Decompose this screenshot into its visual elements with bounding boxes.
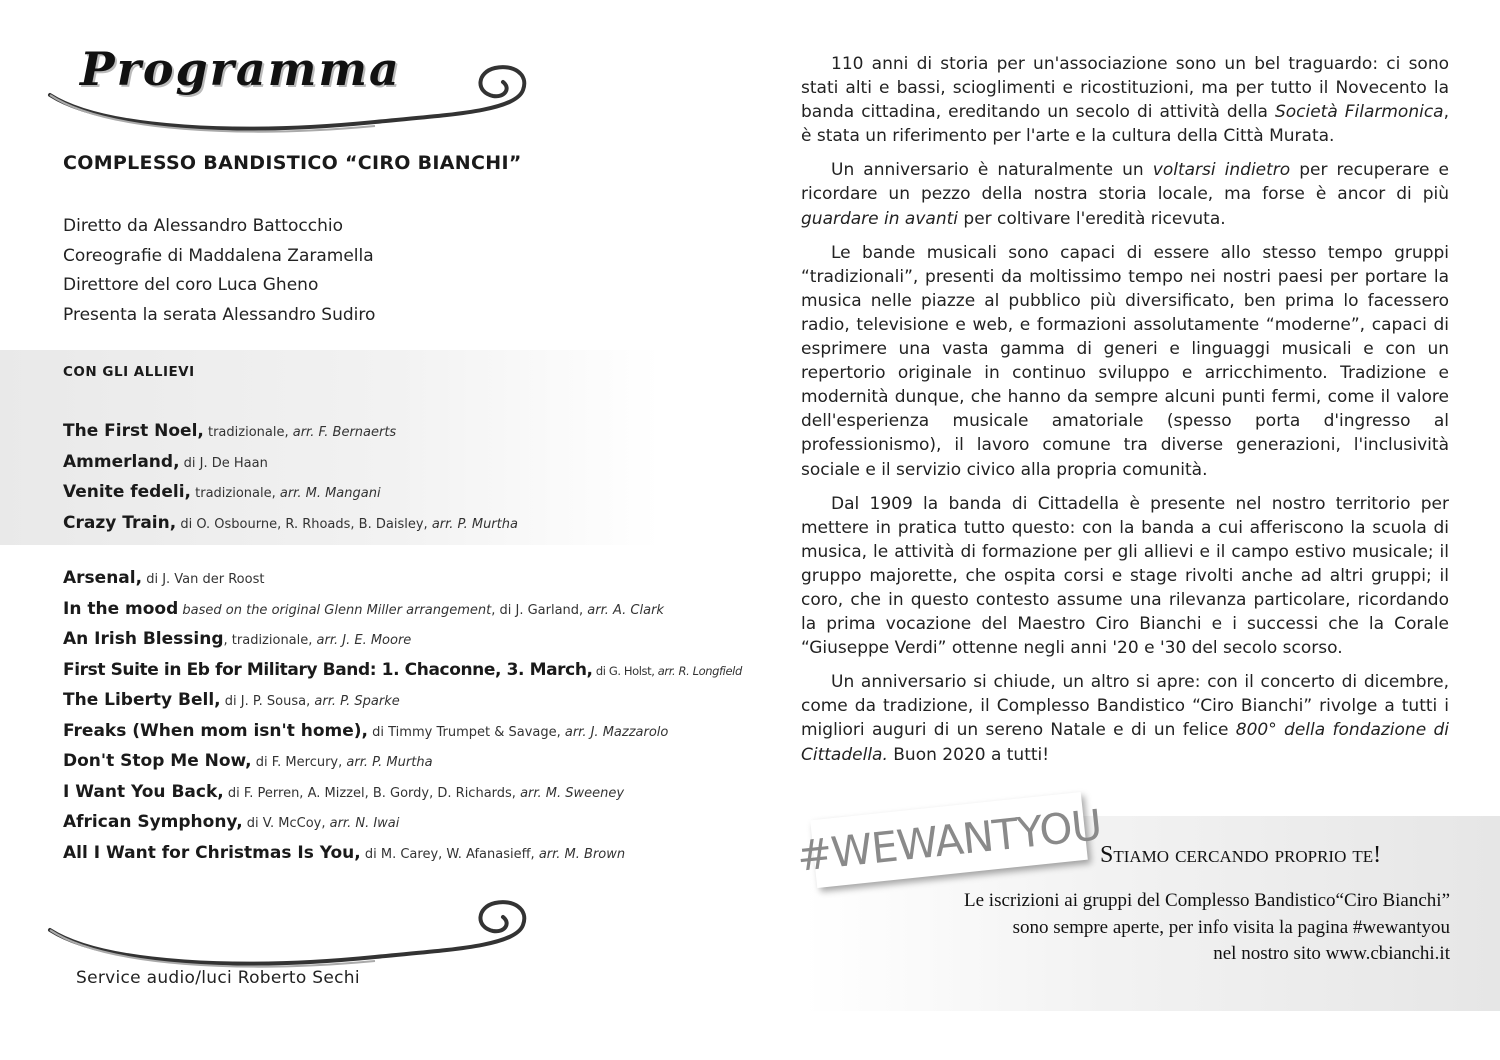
- piece-title: The Liberty Bell,: [63, 690, 221, 710]
- article-paragraph: Dal 1909 la banda di Cittadella è presente nel nostro territorio per mettere in pratica tutto questo: con la banda a cui afferiscono la scuola di musica, le attività di formazione per gli allievi e il campo estivo musicale; il gruppo majorette, che ospita corsi e stage rivolti anche ad altri gruppi; il coro, che in questo contesto assume una rilevanza particolare, ricordando la prima vocazione del Maestro Ciro Bianchi e i successi che la Corale “Giuseppe Verdi” ottenne negli anni '20 e '30 del secolo scorso.: [801, 493, 1449, 659]
- piece-composer: di J. Van der Roost: [142, 572, 265, 587]
- piece-title: Crazy Train,: [63, 512, 177, 533]
- piece-row: [63, 778, 742, 809]
- allievi-piece-list: [63, 417, 518, 539]
- piece-row: [63, 747, 742, 778]
- piece-row: [63, 656, 742, 687]
- piece-arranger: arr. R. Longfield: [657, 663, 742, 678]
- text-run: 110 anni di storia per un'associazione sono un bel traguardo: ci sono stati alti e bassi, scioglimenti e ricostituzioni, ma per tutto il Novecento la banda cittadina, ereditando un secolo di attività della: [801, 54, 1449, 123]
- piece-row: [63, 417, 518, 448]
- piece-arranger: arr. P. Murtha: [346, 755, 433, 770]
- text-emphasis: voltarsi indietro: [1152, 160, 1291, 181]
- piece-title: An Irish Blessing: [63, 629, 224, 649]
- piece-arranger: arr. N. Iwai: [329, 816, 400, 831]
- wewantyou-tag: #WEWANTYOU: [810, 792, 1088, 888]
- piece-composer: di M. Carey, W. Afanasieff,: [360, 846, 539, 862]
- piece-title: Arsenal,: [63, 568, 143, 588]
- text-run: Un anniversario è naturalmente un: [831, 160, 1153, 181]
- article-paragraph: [801, 52, 1449, 148]
- piece-arranger: arr. F. Bernaerts: [292, 425, 397, 440]
- piece-note: based on the original Glenn Miller arrangement: [178, 602, 492, 618]
- credit-line: Direttore del coro Luca Gheno: [63, 275, 319, 295]
- article-text: [801, 52, 1449, 777]
- bottom-swirl-ornament: [45, 895, 535, 975]
- piece-row: [63, 564, 742, 595]
- piece-row: [63, 717, 742, 748]
- recruitment-line: Le iscrizioni ai gruppi del Complesso Bandistico“Ciro Bianchi”: [964, 890, 1450, 911]
- piece-title: Venite fedeli,: [63, 482, 191, 502]
- piece-composer: di Timmy Trumpet & Savage,: [368, 724, 565, 740]
- piece-composer: tradizionale,: [203, 425, 293, 440]
- piece-title: I Want You Back,: [63, 781, 224, 802]
- text-emphasis: guardare in avanti: [801, 208, 958, 229]
- piece-composer: di F. Perren, A. Mizzel, B. Gordy, D. Richards,: [223, 785, 521, 801]
- piece-arranger: arr. A. Clark: [587, 602, 664, 618]
- credits-list: [63, 212, 375, 330]
- text-emphasis: Società Filarmonica: [1274, 102, 1444, 123]
- piece-title: African Symphony,: [63, 812, 243, 832]
- main-piece-list: [63, 564, 742, 869]
- piece-arranger: arr. P. Sparke: [314, 694, 400, 709]
- piece-title: The First Noel,: [63, 421, 204, 441]
- piece-composer: , di J. Garland,: [491, 602, 588, 618]
- piece-composer: di F. Mercury,: [251, 755, 347, 770]
- piece-row: [63, 509, 518, 540]
- service-credit: Service audio/luci Roberto Sechi: [76, 968, 360, 988]
- article-page: [750, 0, 1500, 1060]
- text-run: per recuperare e ricordare un pezzo della nostra storia locale, ma forse è ancor di più: [801, 160, 1449, 205]
- piece-title: Ammerland,: [63, 451, 180, 472]
- piece-row: [63, 808, 742, 839]
- piece-composer: di V. McCoy,: [242, 816, 330, 831]
- piece-arranger: arr. M. Sweeney: [520, 785, 625, 801]
- piece-composer: di J. P. Sousa,: [220, 694, 315, 709]
- piece-title: All I Want for Christmas Is You,: [63, 842, 361, 863]
- text-run: Buon 2020 a tutti!: [887, 744, 1050, 765]
- text-run: Un anniversario si chiude, un altro si apre: con il concerto di dicembre, come da tradizione, il Complesso Bandistico “Ciro Bianchi” rivolge a tutti i migliori auguri di un sereno Natale e di un felice: [801, 672, 1449, 741]
- piece-row: [63, 478, 518, 509]
- piece-composer: di O. Osbourne, R. Rhoads, B. Daisley,: [176, 516, 432, 532]
- text-emphasis: 800° della fondazione di Cittadella.: [801, 720, 1450, 765]
- article-paragraph: Le bande musicali sono capaci di essere allo stesso tempo gruppi “tradizionali”, presenti da moltissimo tempo nei nostri paesi per portare la musica nelle piazze al pubblico più diversificato, ben prima lo facessero radio, televisione e web, e formazioni assolutamente “moderne”, capaci di esprimere una vasta gamma di generi e linguaggi musicali e con un repertorio originale in continuo sviluppo e arricchimento. Tradizione e modernità dunque, che hanno da sempre alcuni punti fermi, come il valore dell'esperienza musicale amatoriale (spesso porta d'ingresso al professionismo), il lavoro comune tra diverse generazioni, l'inclusività sociale e il servizio civico alla propria comunità.: [801, 242, 1449, 480]
- credit-line: Presenta la serata Alessandro Sudiro: [63, 304, 376, 325]
- piece-arranger: arr. J. Mazzarolo: [564, 724, 669, 740]
- allievi-heading: CON GLI ALLIEVI: [63, 364, 195, 380]
- credit-line: Coreografie di Maddalena Zaramella: [63, 245, 374, 266]
- piece-row: [63, 595, 742, 626]
- piece-row: [63, 625, 742, 656]
- piece-arranger: arr. P. Murtha: [431, 516, 518, 532]
- piece-arranger: arr. J. E. Moore: [316, 633, 412, 648]
- program-title: Programma: [80, 42, 401, 96]
- recruitment-line: nel nostro sito www.cbianchi.it: [1213, 943, 1450, 964]
- article-paragraph: [801, 670, 1449, 766]
- recruitment-text: [850, 888, 1450, 968]
- piece-arranger: arr. M. Mangani: [279, 486, 381, 501]
- credit-line: Diretto da Alessandro Battocchio: [63, 216, 343, 236]
- piece-title: Don't Stop Me Now,: [63, 751, 252, 771]
- piece-composer: di G. Holst,: [592, 663, 658, 678]
- text-run: , è stata un riferimento per l'arte e la cultura della Città Murata.: [801, 102, 1450, 147]
- text-run: per coltivare l'eredità ricevuta.: [958, 208, 1226, 229]
- recruitment-line: sono sempre aperte, per info visita la pagina #wewantyou: [1012, 916, 1450, 938]
- piece-title: In the mood: [63, 598, 179, 619]
- article-paragraph: [801, 158, 1449, 230]
- piece-row: [63, 448, 518, 479]
- band-name-heading: COMPLESSO BANDISTICO “CIRO BIANCHI”: [63, 152, 522, 174]
- piece-row: [63, 839, 742, 870]
- piece-row: [63, 686, 742, 717]
- piece-arranger: arr. M. Brown: [538, 846, 626, 862]
- top-swirl-ornament: [45, 60, 535, 140]
- piece-title: First Suite in Eb for Military Band: 1. Chaconne, 3. March,: [63, 659, 593, 680]
- recruitment-heading: Stiamo cercando proprio te!: [1100, 842, 1382, 868]
- piece-composer: , tradizionale,: [223, 633, 317, 648]
- piece-title: Freaks (When mom isn't home),: [63, 720, 369, 741]
- piece-composer: di J. De Haan: [179, 455, 268, 471]
- piece-composer: tradizionale,: [191, 486, 280, 501]
